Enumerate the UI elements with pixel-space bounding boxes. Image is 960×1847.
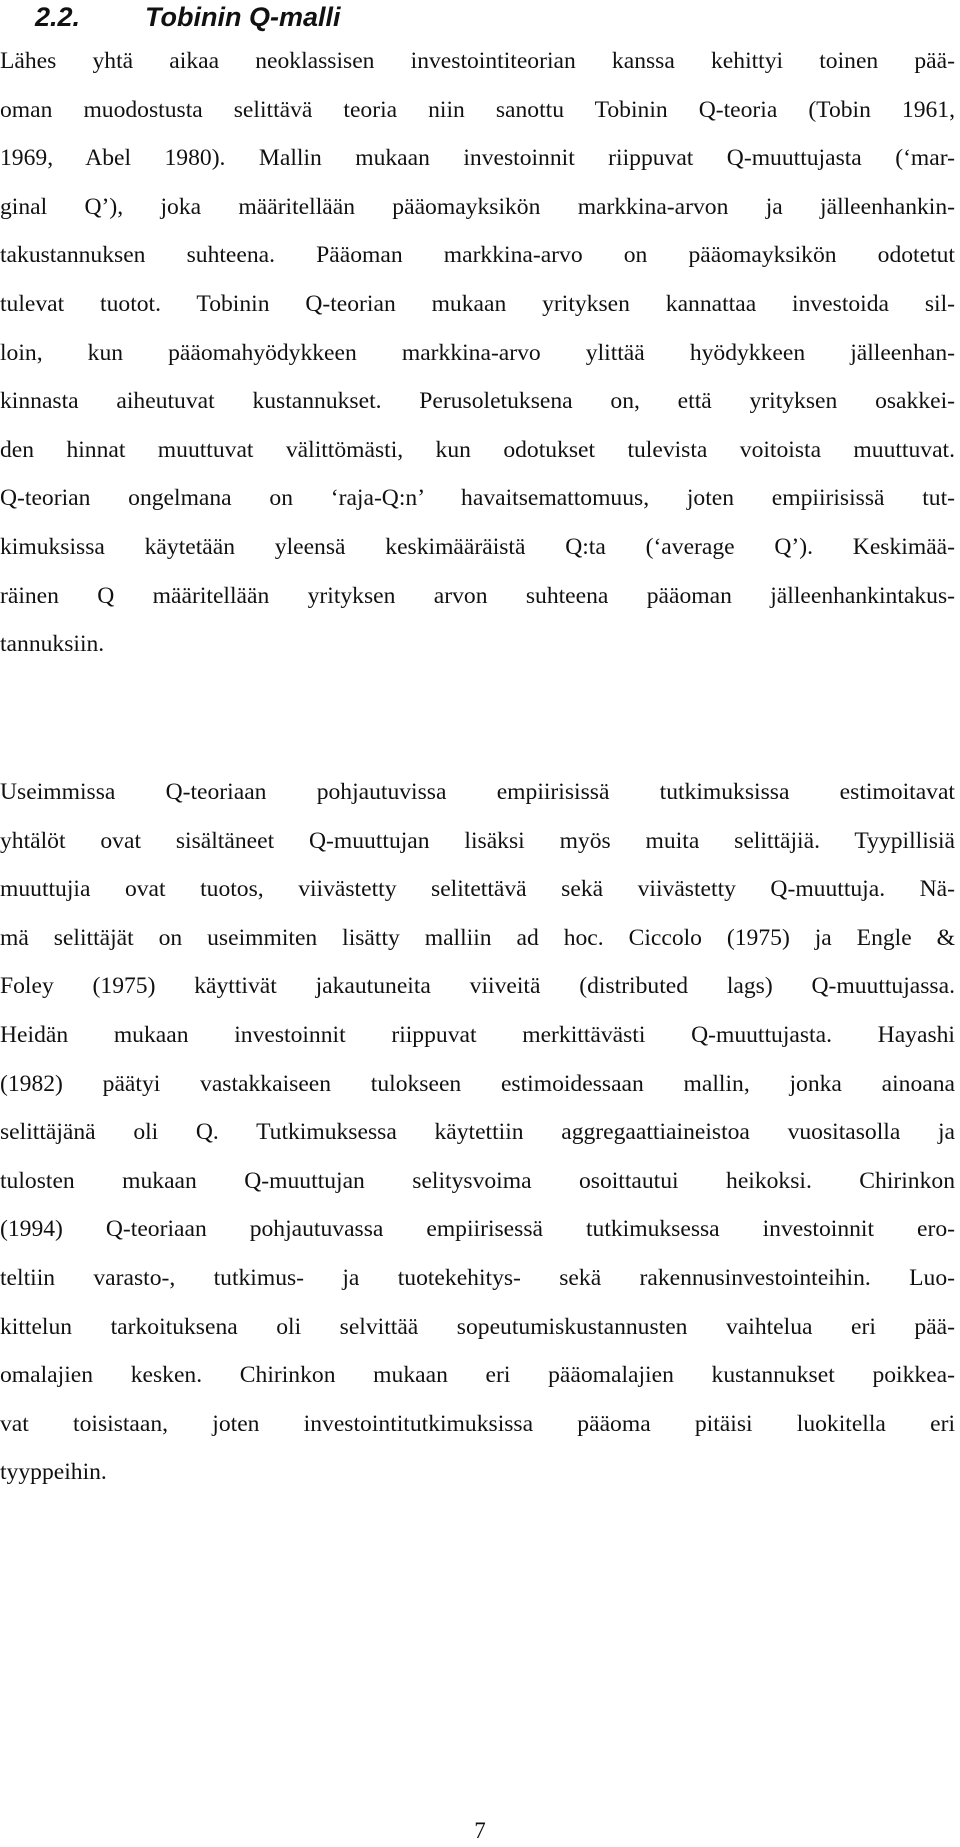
text-line: Useimmissa Q-teoriaan pohjautuvissa empiirisissä tutkimuksissa estimoitavat [0,779,955,805]
text-line: Lähes yhtä aikaa neoklassisen investointiteorian kanssa kehittyi toinen pää- [0,48,955,74]
text-line: mä selittäjät on useimmiten lisätty malliin ad hoc. Ciccolo (1975) ja Engle & [0,924,955,951]
text-line: loin, kun pääomahyödykkeen markkina-arvo ylittää hyödykkeen jälleenhan- [0,339,955,366]
section-title: Tobinin Q-malli [145,2,341,32]
text-line: ginal Q’), joka määritellään pääomayksikön markkina-arvon ja jälleenhankin- [0,193,955,220]
text-line: (1994) Q-teoriaan pohjautuvassa empiirisessä tutkimuksessa investoinnit ero- [0,1216,955,1243]
section-number: 2.2. [35,2,81,32]
text-line: selittäjänä oli Q. Tutkimuksessa käytettiin aggregaattiaineistoa vuositasolla ja [0,1119,955,1146]
text-line: oman muodostusta selittävä teoria niin sanottu Tobinin Q-teoria (Tobin 1961, [0,96,955,123]
text-line: takustannuksen suhteena. Pääoman markkina-arvo on pääomayksikön odotetut [0,242,955,269]
text-line: räinen Q määritellään yrityksen arvon suhteena pääoman jälleenhankintakus- [0,582,955,609]
text-line: yhtälöt ovat sisältäneet Q-muuttujan lisäksi myös muita selittäjiä. Tyypillisiä [0,827,955,854]
text-line: tannuksiin. [0,631,105,658]
text-line: kimuksissa käytetään yleensä keskimääräistä Q:ta (‘average Q’). Keskimää- [0,534,955,560]
page-number: 7 [474,1818,486,1843]
text-line: omalajien kesken. Chirinkon mukaan eri pääomalajien kustannukset poikkea- [0,1362,955,1389]
text-line: Q-teorian ongelmana on ‘raja-Q:n’ havaitsemattomuus, joten empiirisissä tut- [0,485,955,512]
text-line: kittelun tarkoituksena oli selvittää sopeutumiskustannusten vaihtelua eri pää- [0,1313,955,1340]
text-line: muuttujia ovat tuotos, viivästetty selitettävä sekä viivästetty Q-muuttuja. Nä- [0,876,955,903]
text-line: den hinnat muuttuvat välittömästi, kun odotukset tulevista voitoista muuttuvat. [0,436,955,463]
text-line: kinnasta aiheutuvat kustannukset. Perusoletuksena on, että yrityksen osakkei- [0,388,955,415]
text-line: 1969, Abel 1980). Mallin mukaan investoinnit riippuvat Q-muuttujasta (‘mar- [0,145,955,172]
text-line: tyyppeihin. [0,1459,107,1486]
text-line: teltiin varasto-, tutkimus- ja tuotekehitys- sekä rakennusinvestointeihin. Luo- [0,1265,955,1291]
section-heading [35,2,341,32]
paragraph-2 [0,767,960,1496]
text-line: Foley (1975) käyttivät jakautuneita viiveitä (distributed lags) Q-muuttujassa. [0,973,955,1000]
text-line: (1982) päätyi vastakkaiseen tulokseen estimoidessaan mallin, jonka ainoana [0,1070,955,1097]
text-line: vat toisistaan, joten investointitutkimuksissa pääoma pitäisi luokitella eri [0,1410,955,1437]
paragraph-1 [0,36,960,668]
text-line: Heidän mukaan investoinnit riippuvat merkittävästi Q-muuttujasta. Hayashi [0,1022,955,1048]
text-line: tulevat tuotot. Tobinin Q-teorian mukaan yrityksen kannattaa investoida sil- [0,291,955,317]
text-line: tulosten mukaan Q-muuttujan selitysvoima osoittautui heikoksi. Chirinkon [0,1167,955,1194]
